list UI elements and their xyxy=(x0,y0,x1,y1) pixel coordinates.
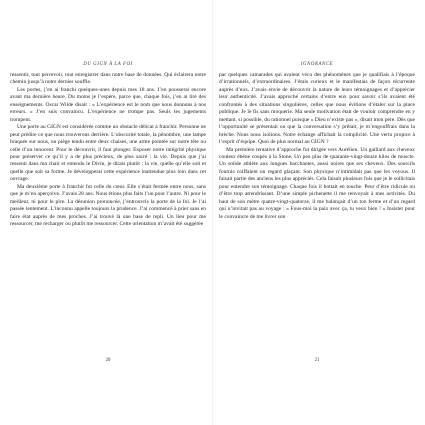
right-page xyxy=(213,0,425,425)
left-running-head: DU GIGN À LA FOI xyxy=(83,62,133,67)
left-paragraph-1: ressentir, tout percevoir, tout enregistrer dans notre base de données. Qui éclairera notre chemin jusqu’à notre dernier souffle. xyxy=(10,72,206,86)
left-paragraph-2: Les portes, j’en ai franchi quelques-unes depuis mes 18 ans. J’en pousserai encore avant ma dernière heure. Du moins je l’espère, parce que, chaque fois, j’en ai tiré des enseignements. Oscar Wilde disait : « L’expérience est le nom que nous donnons à nos erreurs. » J’en suis convaincu. L’expérience ne trompe pas. Seuls les jugements trompent. xyxy=(10,86,206,123)
left-paragraph-4: Ma deuxième porte à franchir fut celle du cœur. Elle s’était fermée entre nous, sans que je m’en aperçoive. J’avais 28 ans. Nous étions plus faits l’un pour l’autre. Ni pour le meilleur, ni pour le pire. La désunion prononcée, j’entrouvris la porte de la foi. Je l’ai passée lentement. L’inconnu appelle toujours la prudence. J’ai commencé à prier sans en faire état auprès de mes proches. J’ai trouvé là une base de repli. Un lieu pour me ressourcer, me recharger ou plutôt me ressourcer. Cette orientation m’avait été suggérée xyxy=(10,183,206,228)
left-page-body xyxy=(10,72,206,229)
right-page-body xyxy=(219,72,415,221)
left-page xyxy=(0,0,212,425)
left-page-number: 20 xyxy=(105,358,111,363)
right-page-number: 21 xyxy=(314,358,320,363)
left-paragraph-3: Une porte au GIGN est considérée comme un obstacle délicat à franchir. Personne ne peut prédire ce que nous trouverons derrière. L’obscurité totale, la pénombre, une lampe braquée sur nous, un piège tendu entre deux chaises, une arme pointée sur notre tête ou celle d’un innocent. Pour le découvrir, il faut plonger. Exposer notre intégrité physique pour préserver ce qu’il y a de plus précieux, de plus sacré : la vie. Depuis que j’ai ressenti dans ma chair et entendu le Divin, je dirais plutôt : la vie, quelle qu’elle soit et quelle que soit sa forme. Je développerai cette expérience inattendue plus loin dans cet ouvrage. xyxy=(10,124,206,183)
right-paragraph-1: par quelques camarades qui avaient vécu des phénomènes que je qualifiais à l’époque d’irrationnels, d’extraordinaires. J’étais curieux et le manifestais de façon récurrente auprès d’eux. J’avais envie de découvrir la nature de leurs témoignages et d’apprécier leur authenticité. J’avais approché certains d’entre eux pour savoir s’ils avaient été confrontés à des situations singulières, celles que nous évitions d’étaler sur la place publique. Je le fis sans moquerie. Ma seule motivation était de vouloir comprendre en y mettant, si possible, du rationnel puisque « Dieu n’existe pas », disait mon père. Dès que l’opportunité se présentait ou que la conversation s’y prêtait, je m’engouffrais dans la brèche. Nous nous isolions. Notre échange affichait la complicité. Une vertu propice à l’esprit d’équipe. Quoi de plus normal au GIGN ? xyxy=(219,72,415,146)
right-paragraph-2: Ma première tentative d’approche fut dirigée vers Aurélien. Un gaillard aux cheveux couleur ébène coupés à la Stone. Un peu plus de quarante-vingt-douze kilos de muscle. Un solide athlète aux longues bacchantes, aussi noires que ses cheveux. Des sourcils fournis coiffaient un regard glaçant. Son physique n’intimidait pas que les voyous. Il faisait partie des anciens les plus appréciés. Cela faisait plusieurs fois que je le sollicitais pour entendre son témoignage. Chaque fois il bottait en touche. Peur d’être ridicule ou d’être trop atrendrissant. D’une simple pichenette il me renvoyait à mes activités. Du haut de son mètre quatre-vingt-quatorze, il me balançait d’un ton ferme et d’un regard qui n’invitait pas au voyage : « Fous-moi la paix avec ça, tu veux bien ! » Insister pour le convaincre de me livrer son xyxy=(219,146,415,220)
right-running-head: IGNORANCE xyxy=(300,62,334,67)
